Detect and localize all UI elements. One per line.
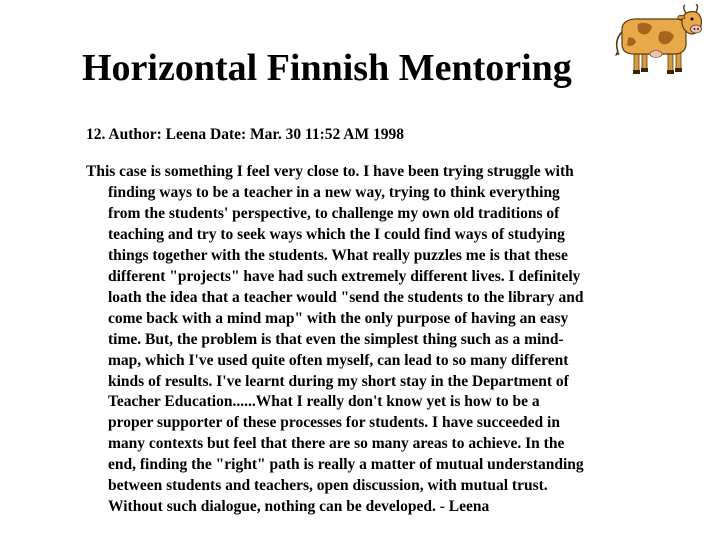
body-line: proper supporter of these processes for students. I have succeeded in [108, 414, 560, 432]
body-line: things together with the students. What really puzzles me is that these [108, 246, 568, 264]
slide-title: Horizontal Finnish Mentoring [82, 47, 572, 89]
body-line: many contexts but feel that there are so many areas to achieve. In the [108, 435, 565, 453]
post-meta: 12. Author: Leena Date: Mar. 30 11:52 AM 1998 [86, 126, 405, 143]
body-line: kinds of results. I've learnt during my short stay in the Department of [108, 372, 569, 390]
body-line: come back with a mind map" with the only purpose of having an easy [108, 309, 569, 327]
cow-icon [612, 4, 704, 80]
body-line: finding ways to be a teacher in a new way, trying to think everything [108, 183, 560, 201]
post-body [86, 162, 666, 518]
body-line: map, which I've used quite often myself, can lead to so many different [108, 351, 569, 369]
body-line: loath the idea that a teacher would "send the students to the library and [108, 288, 584, 306]
body-line: from the students' perspective, to challenge my own old traditions of [108, 204, 560, 222]
body-line: teaching and try to seek ways which the I could find ways of studying [108, 225, 565, 243]
body-line: Teacher Education......What I really don't know yet is how to be a [108, 393, 540, 411]
body-line: Without such dialogue, nothing can be developed. - Leena [108, 498, 490, 516]
body-line: between students and teachers, open discussion, with mutual trust. [108, 477, 548, 495]
body-line: This case is something I feel very close to. I have been trying struggle with [86, 163, 574, 180]
body-line: different "projects" have had such extremely different lives. I definitely [108, 267, 581, 285]
body-line: time. But, the problem is that even the simplest thing such as a mind- [108, 330, 564, 348]
body-line: end, finding the "right" path is really a matter of mutual understanding [108, 456, 584, 474]
